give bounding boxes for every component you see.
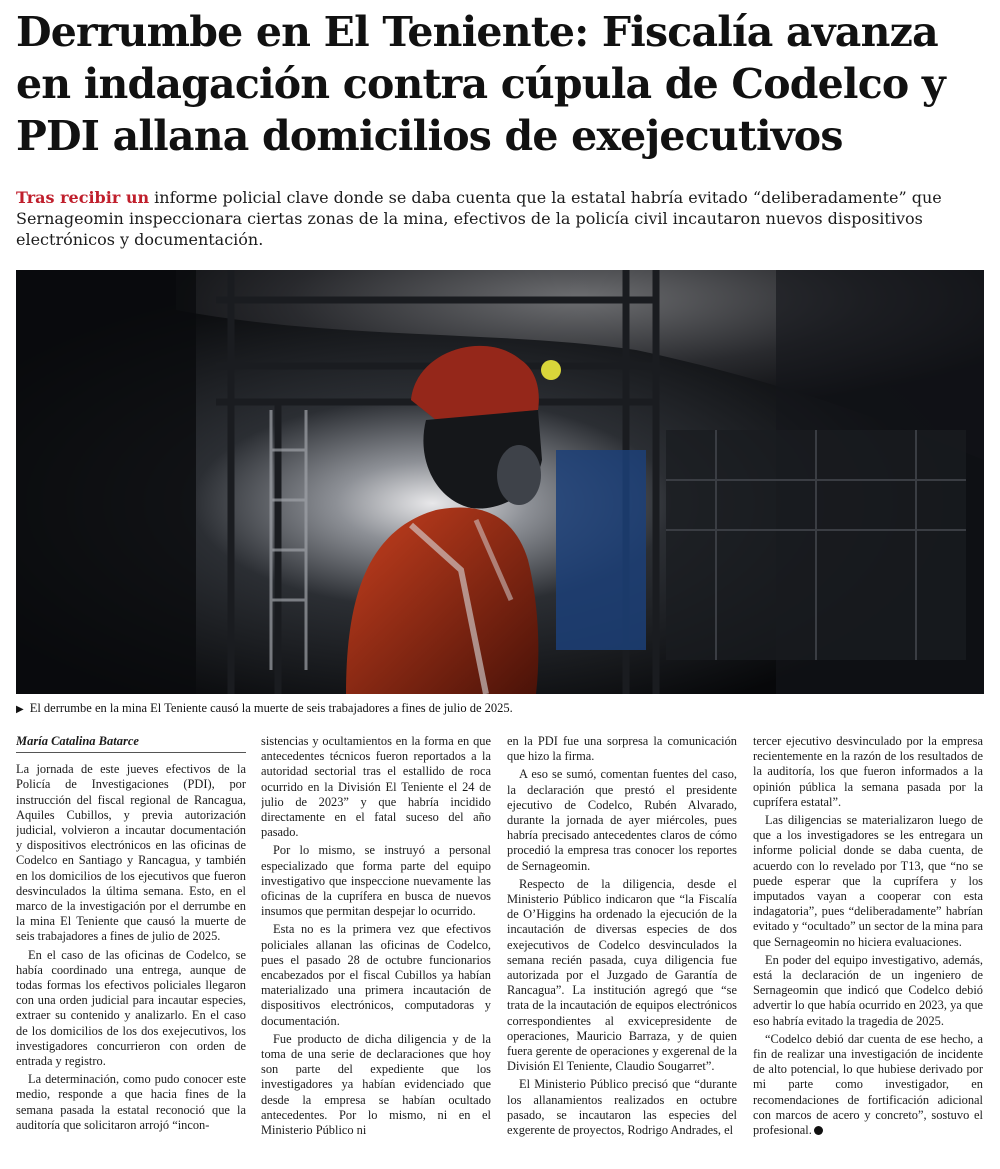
body-paragraph: Esta no es la primera vez que efectivos policiales allanan las oficinas de Codelco, pues el pasado 28 de octubre funcionarios encabezados por el fiscal Cubillos ya habían materializado una primera incautación de dispositivos electrónicos, computadoras y documentación. xyxy=(261,922,491,1028)
body-paragraph xyxy=(753,1032,983,1138)
body-paragraph: La determinación, como pudo conocer este medio, responde a que hacia fines de la semana pasada la estatal reconoció que la auditoría que solicitaron arrojó “incon- xyxy=(16,1072,246,1132)
article-column-4 xyxy=(753,734,983,1166)
body-paragraph: sistencias y ocultamientos en la forma en que antecedentes técnicos fueron reportados a la autoridad sectorial tras el estallido de roca ocurrido en la División El Teniente el 24 de julio de 2023” y que habría incidido directamente en el fatal suceso del año pasado. xyxy=(261,734,491,840)
photo-caption-text: El derrumbe en la mina El Teniente causó la muerte de seis trabajadores a fines de julio de 2025. xyxy=(29,701,513,715)
caption-arrow-icon: ▶ xyxy=(16,704,24,715)
body-paragraph: Fue producto de dicha diligencia y de la toma de una serie de declaraciones que hoy son parte del expediente que los investigadores ya habían evidenciado que desde la empresa se habían ocultado antecedentes. Por lo mismo, ni en el Ministerio Público ni xyxy=(261,1031,491,1138)
body-paragraph: tercer ejecutivo desvinculado por la empresa recientemente en la razón de los resultados de la auditoría, los que fueron informados a la opinión pública la semana pasada por la cuprífera estatal”. xyxy=(753,734,983,809)
body-paragraph: Respecto de la diligencia, desde el Ministerio Público indicaron que “la Fiscalía de O’Higgins ha ordenado la ejecución de la incautación de diversas especies de dos exejecutivos de Codelco desvinculados la semana recién pasada, cuya diligencia fue autorizada por el Juzgado de Garantía de Rancagua”. La institución agregó que “se trata de la incautación de equipos electrónicos correspondientes al exvicepresidente de operaciones, Mauricio Barraza, y de quien fuera gerente de operaciones y exgerenal de la División El Teniente, Claudio Sougarret”. xyxy=(507,876,737,1074)
article-headline: Derrumbe en El Teniente: Fiscalía avanza en indagación contra cúpula de Codelco y PDI allana domicilios de exejecutivos xyxy=(16,8,945,160)
article-lead xyxy=(16,187,982,250)
photo-caption xyxy=(16,700,984,718)
body-paragraph: en la PDI fue una sorpresa la comunicación que hizo la firma. xyxy=(507,734,737,764)
mine-worker-photo xyxy=(16,270,984,694)
article-column-3 xyxy=(507,734,737,1166)
body-paragraph: El Ministerio Público precisó que “durante los allanamientos realizados en octubre pasado, se incautaron las especies del exgerente de proyectos, Rodrigo Andrades, el xyxy=(507,1077,737,1138)
body-paragraph-text: “Codelco debió dar cuenta de ese hecho, a fin de realizar una investigación de incidente de alto potencial, lo que hubiese derivado por mi parte como investigador, en recomendaciones de fortificación adicional con marcos de acero y concreto”, sostuvo el profesional. xyxy=(753,1031,983,1138)
body-paragraph: En poder del equipo investigativo, además, está la declaración de un ingeniero de Sernageomin que indicó que Codelco debió advertir lo que había ocurrido en 2023, ya que eso habría evitado la tragedia de 2025. xyxy=(753,952,983,1028)
lead-kicker: Tras recibir un xyxy=(16,188,150,207)
body-paragraph: A eso se sumó, comentan fuentes del caso, la declaración que prestó el presidente ejecutivo de Codelco, Rubén Alvarado, durante la jornada de ayer miércoles, pues habría precisado antecedentes claros de cómo procedió la empresa tras conocer los reportes de Sernageomin. xyxy=(507,767,737,873)
body-paragraph: En el caso de las oficinas de Codelco, se había coordinado una entrega, aunque de todas formas los efectivos policiales llegaron con una orden judicial para incautar especies, extraer su contenido y analizarlo. En el caso de los domicilios de los dos exejecutivos, los investigadores concurrieron con orden de entrada y registro. xyxy=(16,947,246,1069)
body-paragraph: Por lo mismo, se instruyó a personal especializado que forma parte del equipo investigativo que inspeccione nuevamente las oficinas de la cuprífera en busca de nuevos insumos que permitan despejar lo ocurrido. xyxy=(261,843,491,919)
body-paragraph: Las diligencias se materializaron luego de que a los investigadores se les entregara un informe policial donde se daba cuenta, de acuerdo con lo revelado por T13, que “no se puede esperar que la cuprífera y los imputados vayan a cooperar con esta indagatoria”, pues “deliberadamente” habrían evitado y “ocultado” un sector de la mina para que Sernageomin no hiciera evaluaciones. xyxy=(753,813,983,949)
body-paragraph: La jornada de este jueves efectivos de la Policía de Investigaciones (PDI), por instrucción del fiscal regional de Rancagua, Aquiles Cubillos, y previa autorización judicial, volvieron a incautar documentación y dispositivos electrónicos en las oficinas de Codelco en Santiago y Rancagua, y también en los domicilios de los ejecutivos que fueron desvinculados la última semana. Esto, en el marco de la investigación por el derrumbe en la mina El Teniente que causó la muerte de seis trabajadores a fines de julio de 2025. xyxy=(16,762,246,944)
author-byline: María Catalina Batarce xyxy=(16,734,246,753)
article-column-1 xyxy=(16,734,246,1166)
end-of-article-icon xyxy=(814,1126,823,1135)
article-column-2 xyxy=(261,734,491,1166)
lead-text: informe policial clave donde se daba cuenta que la estatal habría evitado “deliberadamente” que Sernageomin inspeccionara ciertas zonas de la mina, efectivos de la policía civil incautaron nuevos dispositivos electrónicos y documentación. xyxy=(16,188,942,249)
